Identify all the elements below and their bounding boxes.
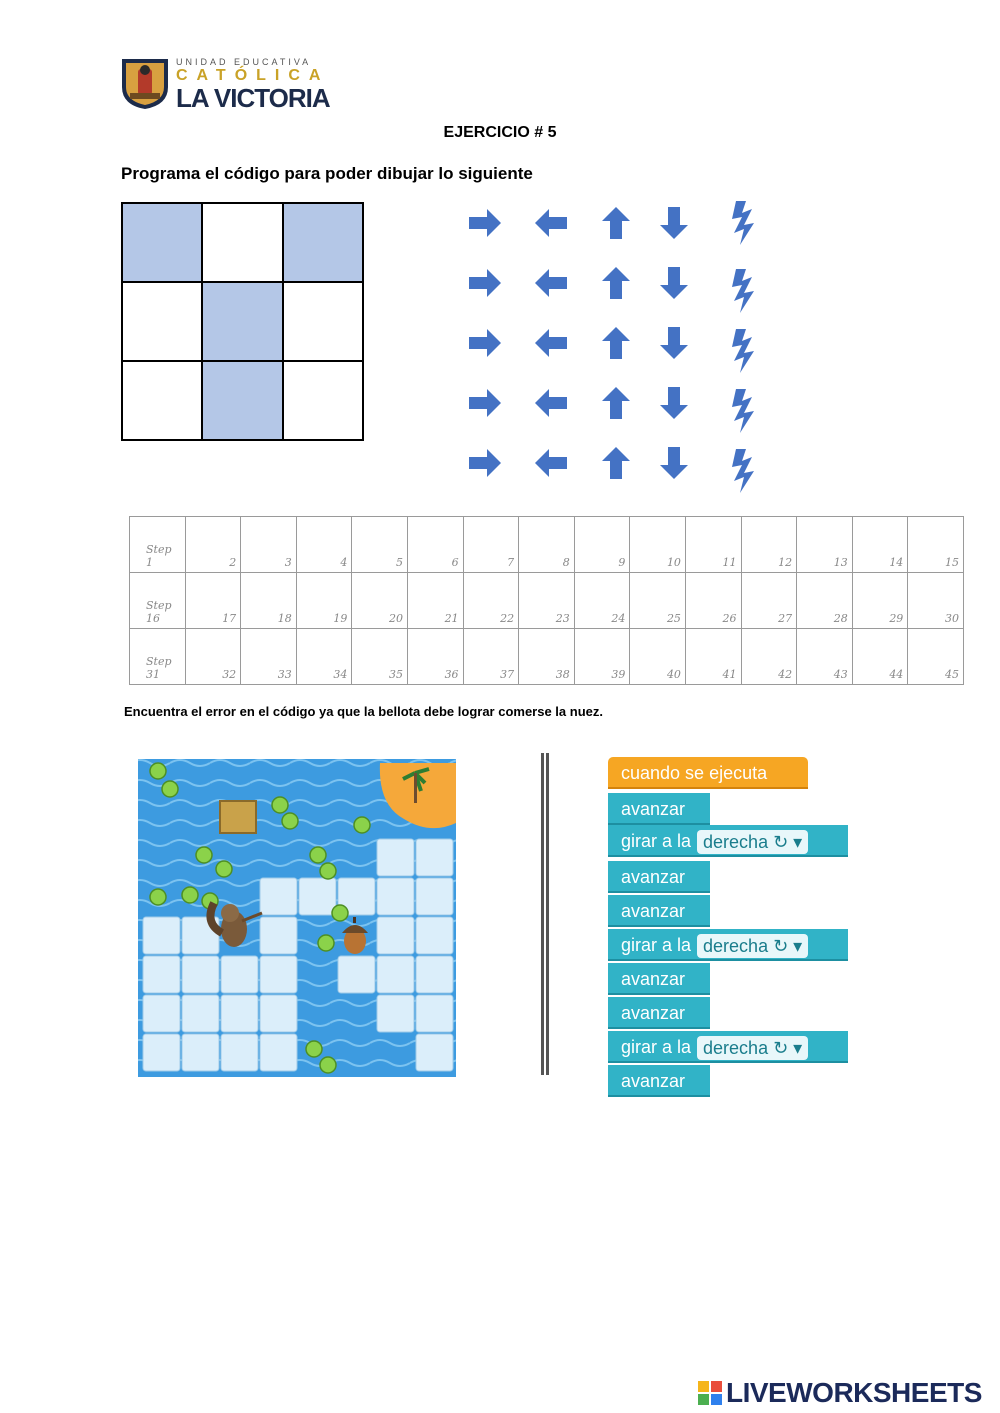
move-forward-block[interactable] [608,997,710,1029]
paint-bolt-icon [728,447,758,495]
ice-tile [260,878,297,915]
ice-tile [377,956,414,993]
step-row [130,573,964,629]
arrow-left-icon [533,445,569,481]
ice-tile [299,878,336,915]
exercise-title: EJERCICIO # 5 [443,124,557,141]
instruction-draw: Programa el código para poder dibujar lo siguiente [121,164,533,183]
lily-pad [318,935,334,951]
step-cell[interactable]: 44 [852,629,908,685]
step-cell[interactable]: 29 [852,573,908,629]
step-cell[interactable]: 14 [852,517,908,573]
grid-cell-2-0 [122,361,202,440]
liveworksheets-icon [698,1381,722,1405]
school-crest-icon [120,57,170,111]
step-cell[interactable]: 17 [185,573,241,629]
ice-tile [143,995,180,1032]
ice-tile [182,1034,219,1071]
block-label: avanzar [621,867,686,887]
lily-pad [306,1041,322,1057]
grid-cell-1-0 [122,282,202,361]
step-table [129,516,964,685]
turn-block[interactable] [608,929,848,961]
instruction-find-error: Encuentra el error en el código ya que la bellota debe lograr comerse la nuez. [124,704,603,719]
school-logo [120,55,340,115]
block-label: avanzar [621,969,686,989]
paint-bolt-icon [728,267,758,315]
paint-bolt-icon [728,199,758,247]
step-cell[interactable]: 32 [185,629,241,685]
block-label: girar a la [621,831,692,851]
lily-pad [310,847,326,863]
block-label: cuando se ejecuta [621,763,768,783]
step-cell[interactable]: 42 [741,629,797,685]
lily-pad [354,817,370,833]
grid-cell-1-1 [202,282,282,361]
step-cell[interactable]: 38 [519,629,575,685]
direction-dropdown[interactable]: derecha ↻ ▾ [697,1036,808,1060]
step-cell[interactable]: 5 [352,517,408,573]
ice-tile [260,995,297,1032]
step-cell[interactable]: 35 [352,629,408,685]
step-cell[interactable]: 8 [519,517,575,573]
ice-tile [182,956,219,993]
step-cell[interactable]: 33 [241,629,297,685]
grid-cell-0-0 [122,203,202,282]
school-line-1: UNIDAD EDUCATIVA [176,57,312,67]
step-cell[interactable]: 9 [574,517,630,573]
move-forward-block[interactable] [608,861,710,893]
lily-pad [320,1057,336,1073]
turn-block[interactable] [608,825,848,857]
step-cell[interactable]: 36 [407,629,463,685]
ice-tile [416,995,453,1032]
step-row [130,517,964,573]
step-cell[interactable]: 11 [685,517,741,573]
grid-cell-2-2 [283,361,363,440]
arrow-left-icon [533,205,569,241]
arrow-up-icon [598,445,634,481]
ice-tile [143,917,180,954]
ice-tile [221,956,258,993]
step-cell[interactable]: 41 [685,629,741,685]
ice-tile [377,878,414,915]
step-cell[interactable]: 4 [296,517,352,573]
move-forward-block[interactable] [608,895,710,927]
arrow-up-icon [598,325,634,361]
grid-cell-1-2 [283,282,363,361]
game-board [130,753,460,1079]
footer-brand: LIVEWORKSHEETS [726,1377,982,1408]
ice-tile [377,839,414,876]
block-label: avanzar [621,901,686,921]
arrow-down-icon [656,445,692,481]
step-cell[interactable]: 15 [908,517,964,573]
lily-pad [162,781,178,797]
ice-tile [377,995,414,1032]
step-cell[interactable]: Step 16 [130,573,186,629]
arrow-up-icon [598,385,634,421]
step-cell[interactable]: Step 31 [130,629,186,685]
step-cell[interactable]: 23 [519,573,575,629]
school-line-2: CATÓLICA [176,67,330,84]
step-cell[interactable]: 43 [797,629,853,685]
paint-bolt-icon [728,327,758,375]
step-cell[interactable]: 28 [797,573,853,629]
block-label: girar a la [621,1037,692,1057]
block-label: avanzar [621,1071,686,1091]
step-cell[interactable]: 25 [630,573,686,629]
turn-block[interactable] [608,1031,848,1063]
step-cell[interactable]: 21 [407,573,463,629]
arrow-down-icon [656,265,692,301]
lily-pad [150,763,166,779]
step-cell[interactable]: 12 [741,517,797,573]
step-cell[interactable]: Step 1 [130,517,186,573]
wooden-crate [220,801,256,833]
lily-pad [320,863,336,879]
step-cell[interactable]: 34 [296,629,352,685]
when-run-block[interactable] [608,757,808,789]
ice-tile [221,995,258,1032]
arrow-right-icon [467,325,503,361]
lily-pad [332,905,348,921]
step-cell[interactable]: 19 [296,573,352,629]
block-label: avanzar [621,1003,686,1023]
lily-pad [182,887,198,903]
step-cell[interactable]: 24 [574,573,630,629]
ice-tile [182,995,219,1032]
arrow-right-icon [467,385,503,421]
ice-tile [260,956,297,993]
arrow-up-icon [598,205,634,241]
direction-dropdown[interactable]: derecha ↻ ▾ [697,830,808,854]
step-cell[interactable]: 27 [741,573,797,629]
arrow-down-icon [656,205,692,241]
block-label: avanzar [621,799,686,819]
ice-tile [377,917,414,954]
move-forward-block[interactable] [608,1065,710,1097]
arrow-left-icon [533,385,569,421]
arrow-right-icon [467,265,503,301]
ice-tile [338,956,375,993]
ice-tile [143,956,180,993]
arrow-left-icon [533,325,569,361]
grid-cell-2-1 [202,361,282,440]
ice-tile [416,839,453,876]
divider-line [541,753,549,1075]
step-cell[interactable]: 3 [241,517,297,573]
liveworksheets-logo [698,1377,994,1409]
step-row [130,629,964,685]
ice-tile [221,1034,258,1071]
school-line-3: LA VICTORIA [176,83,330,113]
step-cell[interactable]: 7 [463,517,519,573]
arrow-down-icon [656,325,692,361]
arrow-left-icon [533,265,569,301]
step-cell[interactable]: 45 [908,629,964,685]
step-cell[interactable]: 22 [463,573,519,629]
step-cell[interactable]: 26 [685,573,741,629]
step-cell[interactable]: 30 [908,573,964,629]
grid-cell-0-1 [202,203,282,282]
code-blocks [608,757,868,1102]
lily-pad [272,797,288,813]
step-cell[interactable]: 37 [463,629,519,685]
ice-tile [416,878,453,915]
move-forward-block[interactable] [608,963,710,995]
ice-tile [260,917,297,954]
arrow-up-icon [598,265,634,301]
ice-tile [416,1034,453,1071]
step-cell[interactable]: 40 [630,629,686,685]
arrow-right-icon [467,445,503,481]
arrow-down-icon [656,385,692,421]
step-cell[interactable]: 2 [185,517,241,573]
step-cell[interactable]: 20 [352,573,408,629]
block-label: girar a la [621,935,692,955]
step-cell[interactable]: 10 [630,517,686,573]
drawing-grid [121,202,364,441]
ice-tile [143,1034,180,1071]
lily-pad [196,847,212,863]
lily-pad [216,861,232,877]
ice-tile [260,1034,297,1071]
step-cell[interactable]: 39 [574,629,630,685]
lily-pad [282,813,298,829]
step-cell[interactable]: 13 [797,517,853,573]
step-cell[interactable]: 18 [241,573,297,629]
move-forward-block[interactable] [608,793,710,825]
direction-dropdown[interactable]: derecha ↻ ▾ [697,934,808,958]
arrow-right-icon [467,205,503,241]
step-cell[interactable]: 6 [407,517,463,573]
ice-tile [416,956,453,993]
lily-pad [150,889,166,905]
grid-cell-0-2 [283,203,363,282]
ice-tile [416,917,453,954]
paint-bolt-icon [728,387,758,435]
